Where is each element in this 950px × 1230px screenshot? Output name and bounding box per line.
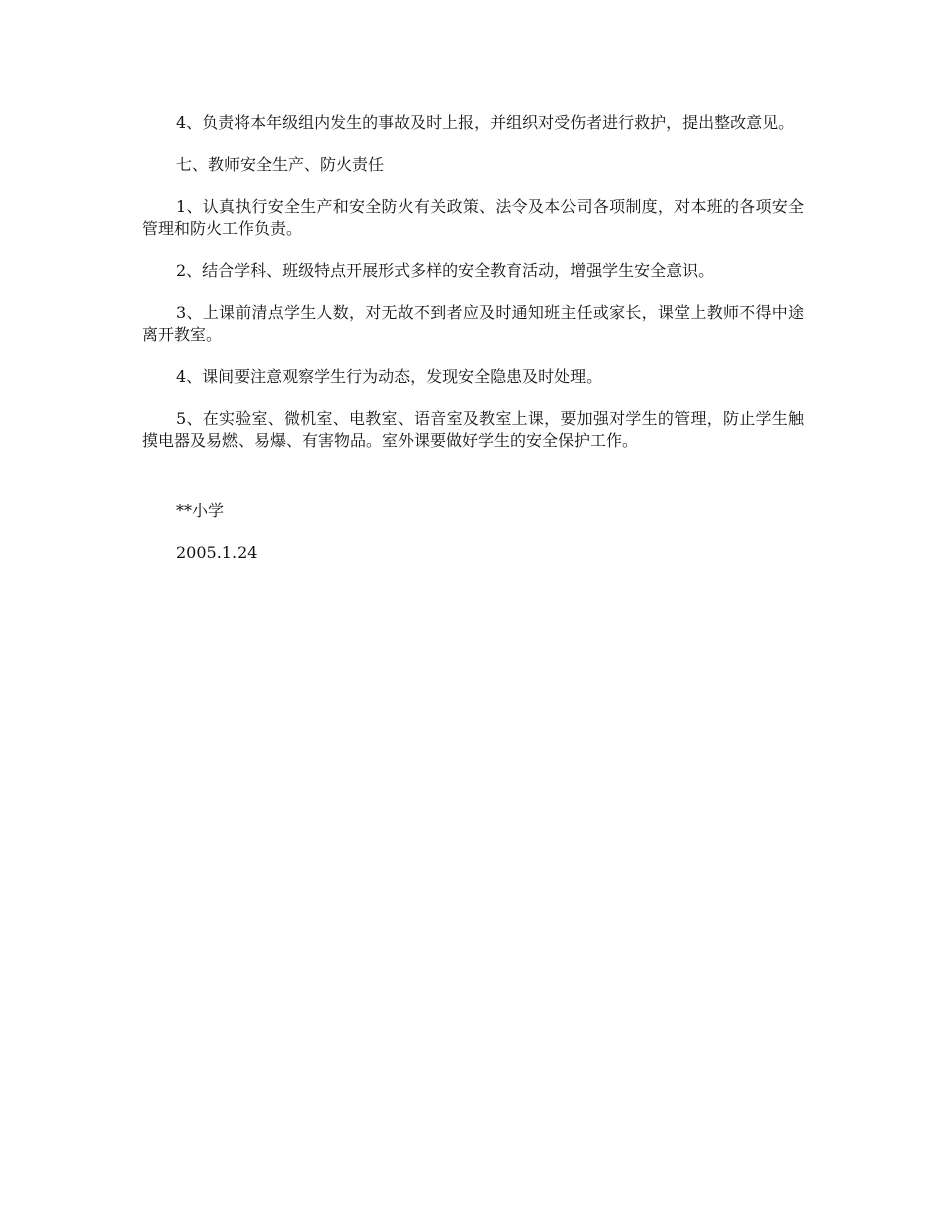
paragraph-item-5: 5、在实验室、微机室、电教室、语音室及教室上课，要加强对学生的管理，防止学生触摸电器及易燃、易爆、有害物品。室外课要做好学生的安全保护工作。 — [142, 409, 804, 450]
document-page — [142, 112, 804, 584]
paragraph-item-3: 3、上课前清点学生人数，对无故不到者应及时通知班主任或家长，课堂上教师不得中途离开教室。 — [142, 303, 804, 344]
signature-block — [142, 500, 804, 564]
signature-organization: **小学 — [176, 501, 225, 520]
signature-date: 2005.1.24 — [176, 543, 258, 562]
paragraph-item-2: 2、结合学科、班级特点开展形式多样的安全教育活动，增强学生安全意识。 — [176, 261, 715, 280]
paragraph-item-4: 4、课间要注意观察学生行为动态，发现安全隐患及时处理。 — [176, 367, 603, 386]
section-heading: 七、教师安全生产、防火责任 — [176, 155, 385, 174]
paragraph-item-1: 1、认真执行安全生产和安全防火有关政策、法令及本公司各项制度，对本班的各项安全管理和防火工作负责。 — [142, 197, 804, 238]
paragraph-item-4-prev-section: 4、负责将本年级组内发生的事故及时上报，并组织对受伤者进行救护，提出整改意见。 — [176, 113, 795, 132]
